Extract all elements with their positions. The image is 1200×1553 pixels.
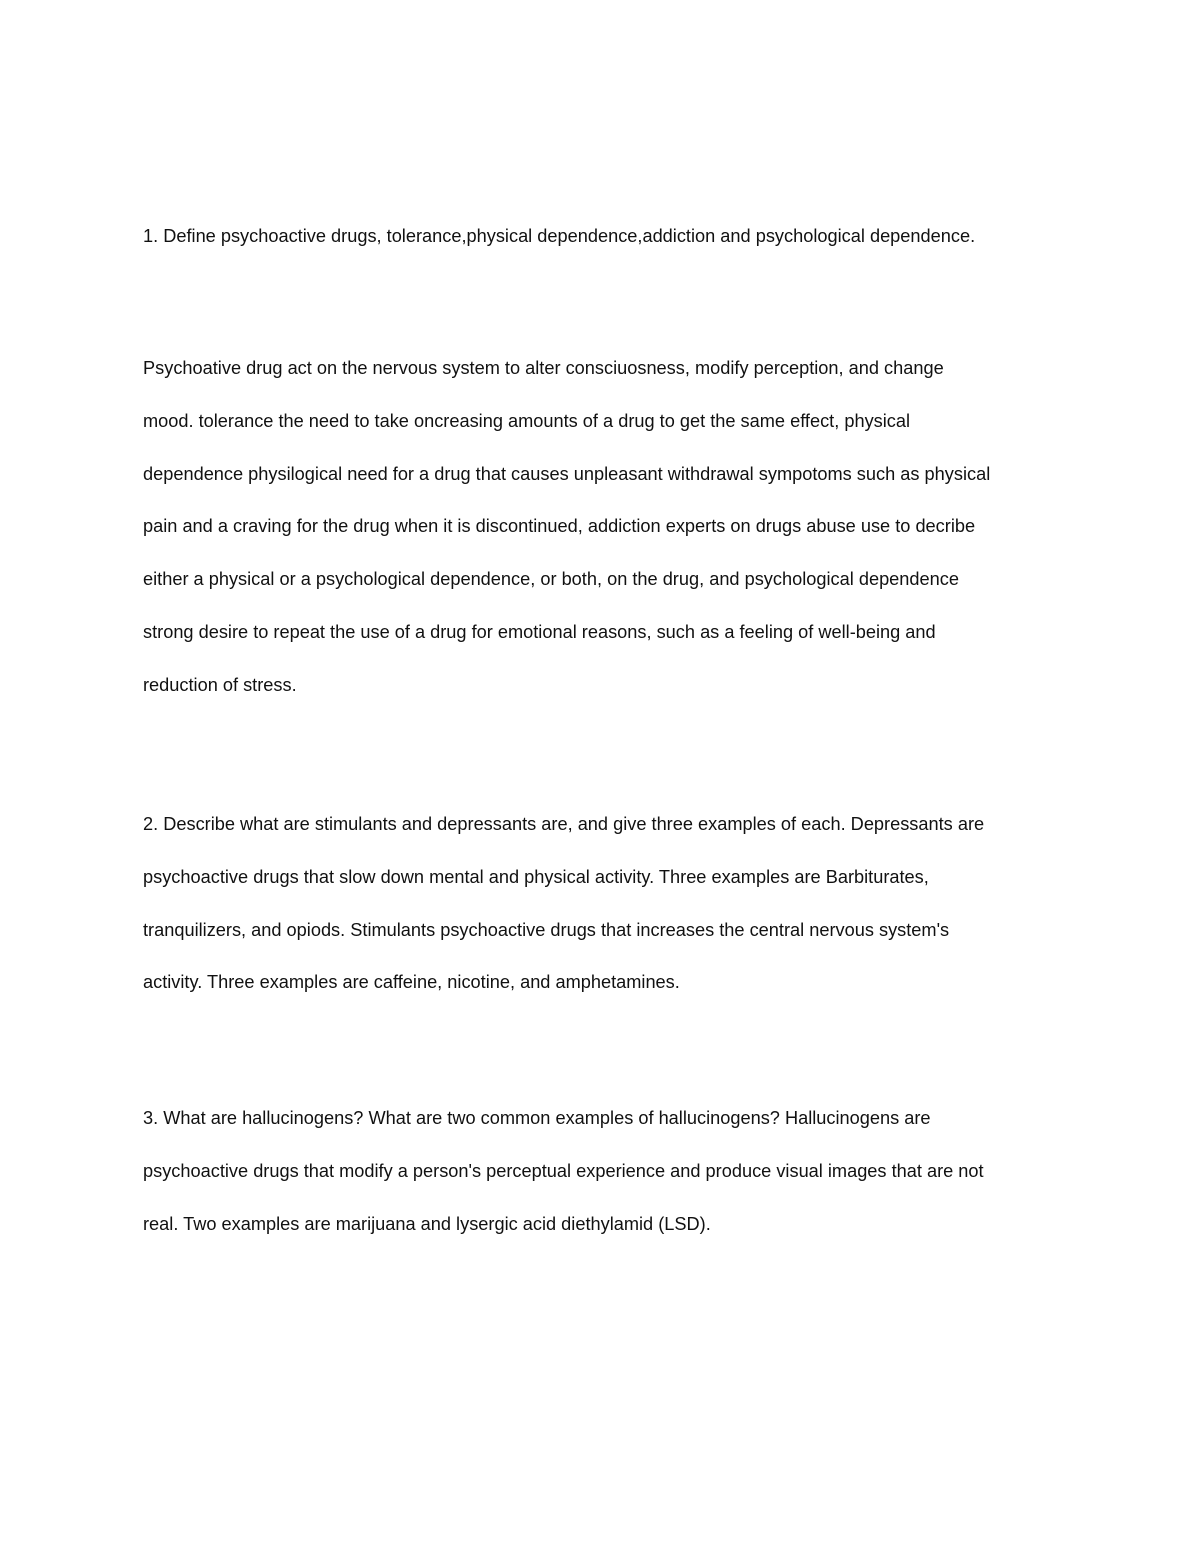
question-2-paragraph xyxy=(143,798,984,1009)
text-line: reduction of stress. xyxy=(143,674,297,695)
text-line: real. Two examples are marijuana and lysergic acid diethylamid (LSD). xyxy=(143,1213,711,1234)
text-line: 2. Describe what are stimulants and depressants are, and give three examples of each. Depressants are xyxy=(143,814,985,834)
text-line: activity. Three examples are caffeine, nicotine, and amphetamines. xyxy=(143,972,680,993)
text-line: tranquilizers, and opiods. Stimulants psychoactive drugs that increases the central nervous system's xyxy=(143,919,950,940)
answer-1-paragraph xyxy=(143,342,990,712)
text-line: mood. tolerance the need to take oncreasing amounts of a drug to get the same effect, physical xyxy=(143,410,911,431)
text-line: pain and a craving for the drug when it is discontinued, addiction experts on drugs abuse use to decribe xyxy=(143,516,976,537)
question-3-paragraph xyxy=(143,1092,984,1250)
question-1-paragraph xyxy=(143,210,975,263)
text-line: psychoactive drugs that modify a person's perceptual experience and produce visual images that are not xyxy=(143,1160,984,1181)
text-line: 1. Define psychoactive drugs, tolerance,physical dependence,addiction and psychological dependence. xyxy=(143,226,976,246)
text-line: dependence physilogical need for a drug that causes unpleasant withdrawal sympotoms such as physical xyxy=(143,463,991,484)
text-line: Psychoative drug act on the nervous system to alter consciuosness, modify perception, and change xyxy=(143,358,944,378)
text-line: either a physical or a psychological dependence, or both, on the drug, and psychological dependence xyxy=(143,569,959,590)
text-line: psychoactive drugs that slow down mental and physical activity. Three examples are Barbiturates, xyxy=(143,866,929,887)
text-line: strong desire to repeat the use of a drug for emotional reasons, such as a feeling of well-being and xyxy=(143,621,936,642)
text-line: 3. What are hallucinogens? What are two common examples of hallucinogens? Hallucinogens are xyxy=(143,1108,931,1128)
